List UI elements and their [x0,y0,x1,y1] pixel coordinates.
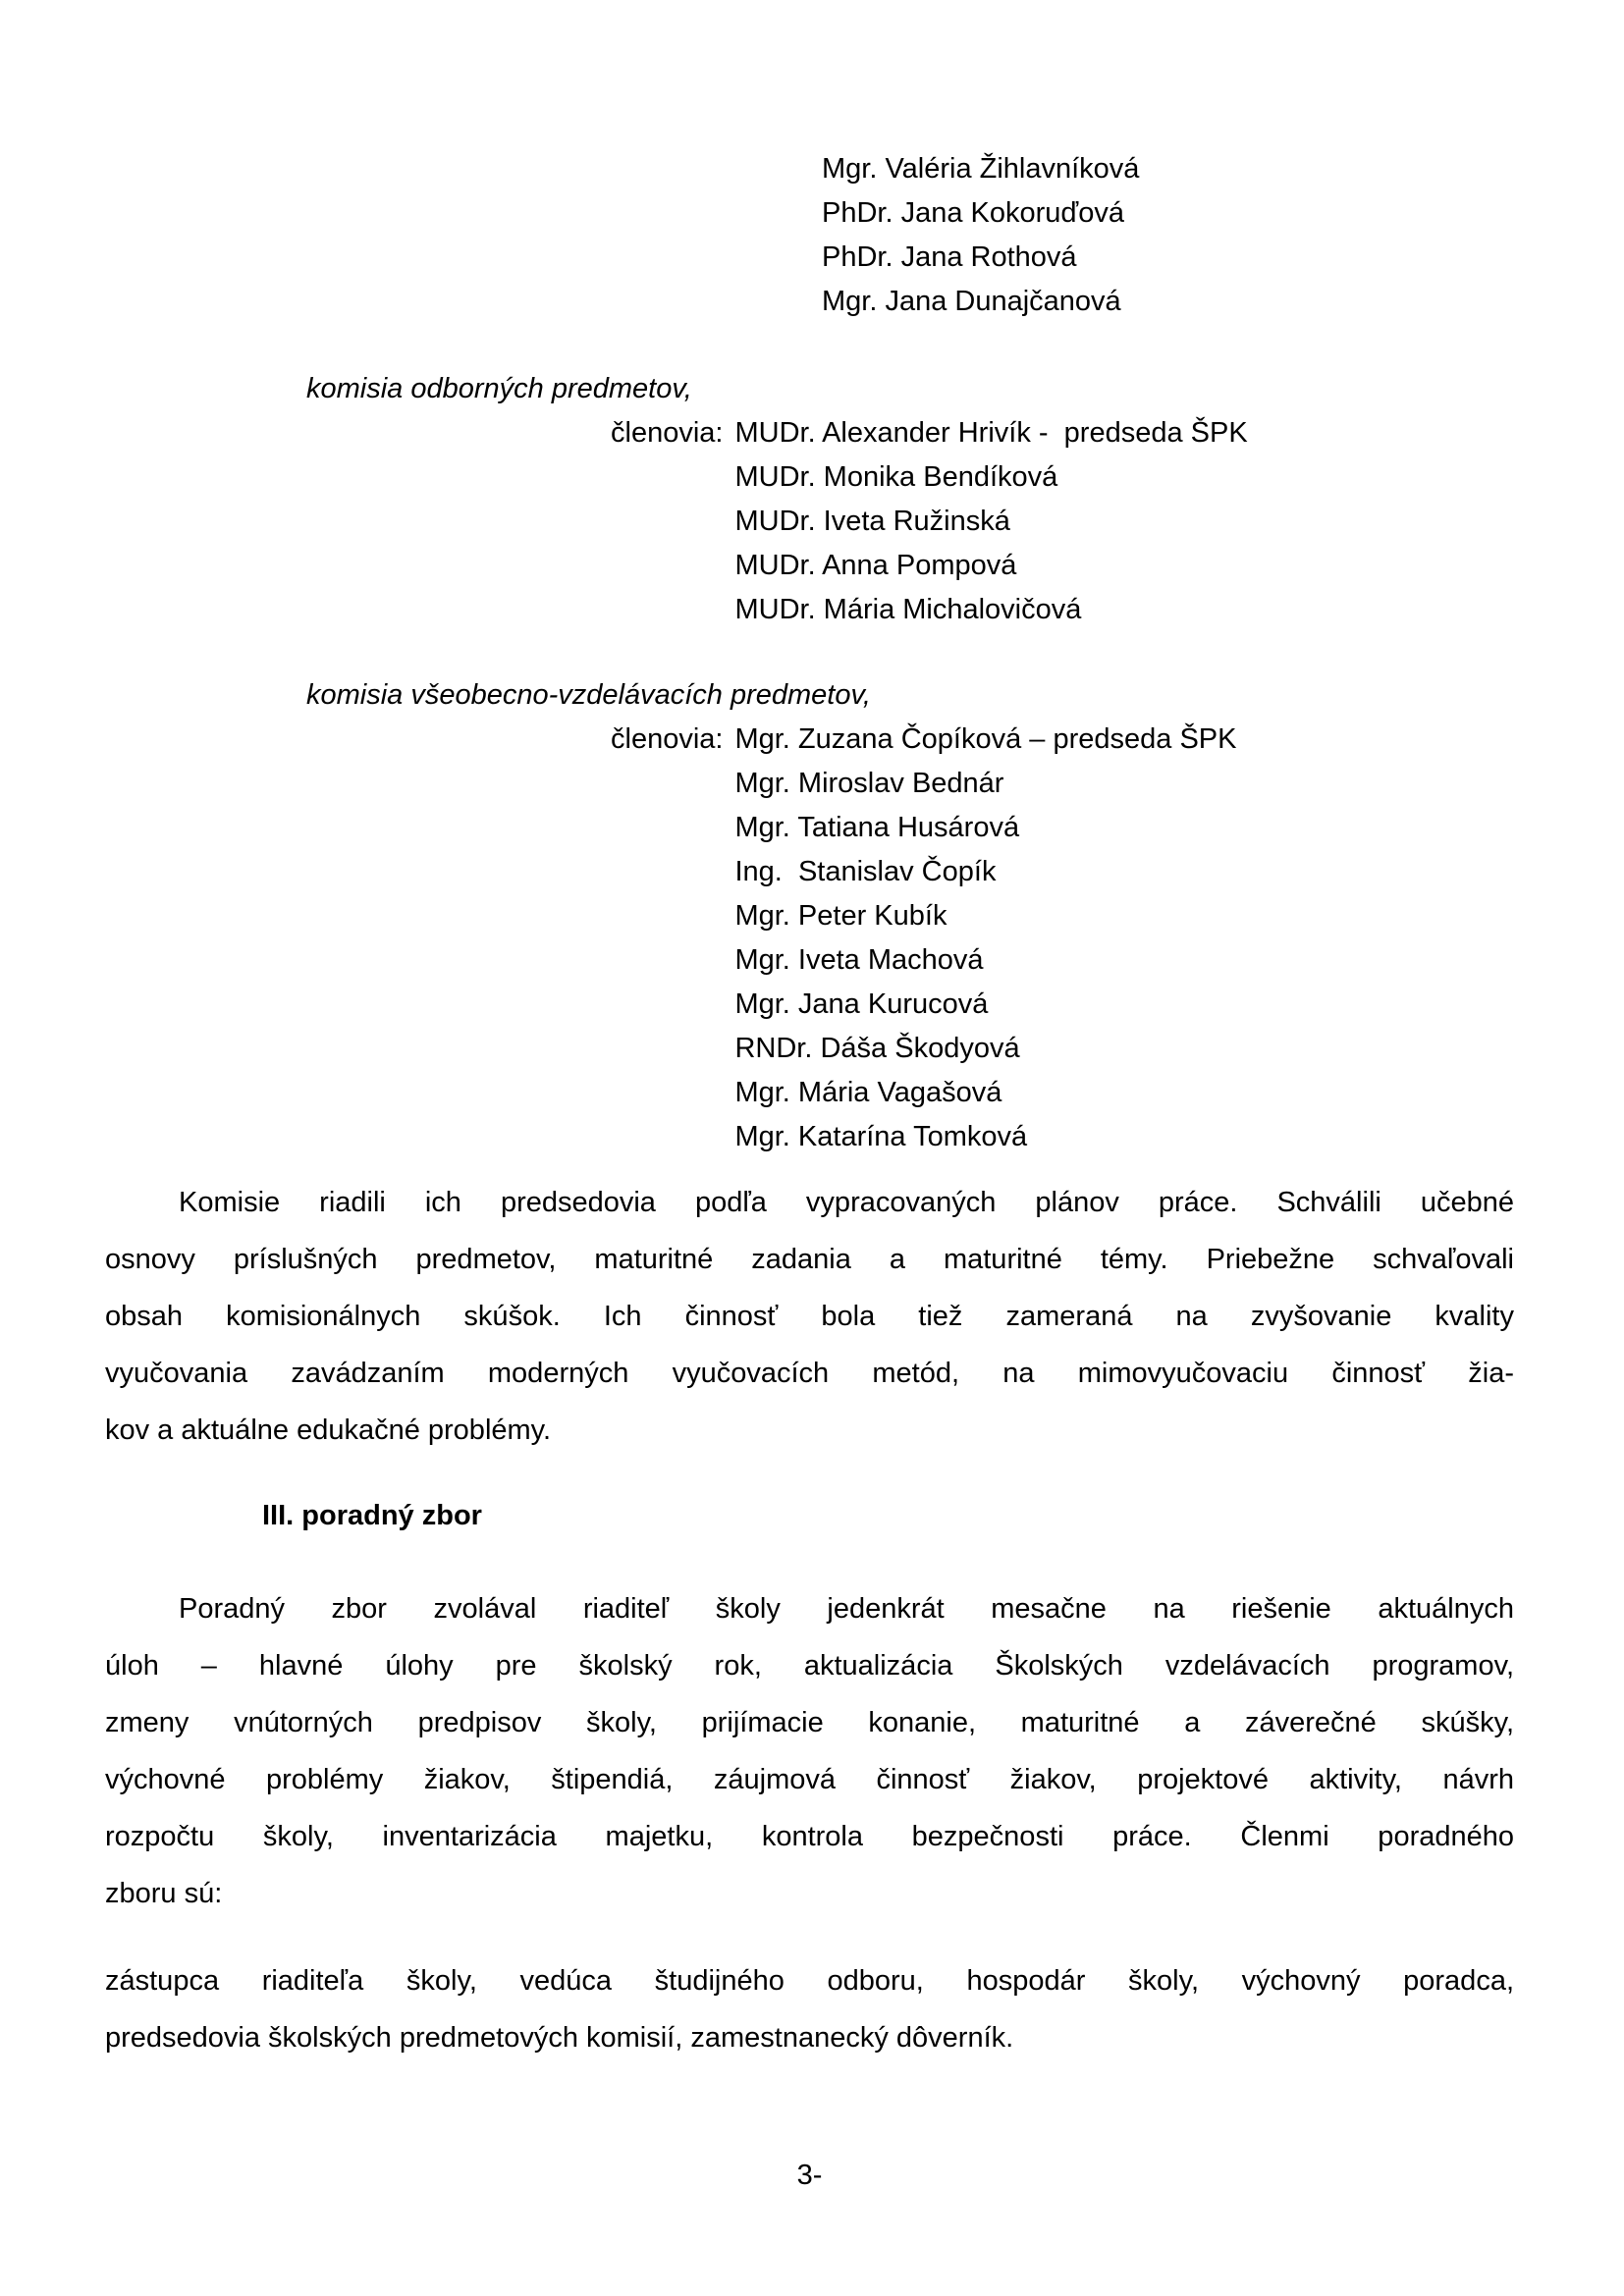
member-name: MUDr. Anna Pompová [734,550,1017,581]
paragraph-line: zástupca riaditeľa školy, vedúca študijného odboru, hospodár školy, výchovný poradca, [105,1965,1514,1997]
committee-members [105,411,1514,632]
paragraph-line: Komisie riadili ich predsedovia podľa vypracovaných plánov práce. Schválili učebné [179,1187,1514,1218]
paragraph-line: obsah komisionálnych skúšok. Ich činnosť bola tiež zameraná na zvyšovanie kvality [105,1301,1514,1332]
member-name: MUDr. Monika Bendíková [734,461,1058,493]
committee-section-general-education-subjects [105,673,1514,1159]
member-name: MUDr. Iveta Ružinská [734,506,1010,537]
paragraph-line: rozpočtu školy, inventarizácia majetku, kontrola bezpečnosti práce. Členmi poradného [105,1821,1514,1852]
committee-members [105,718,1514,1159]
paragraph-line: zmeny vnútorných predpisov školy, prijímacie konanie, maturitné a záverečné skúšky, [105,1707,1514,1738]
committee-title: komisia všeobecno-vzdelávacích predmetov, [306,679,871,711]
members-list [734,718,1236,1159]
member-name: MUDr. Mária Michalovičová [734,594,1082,625]
body-paragraph-committees [105,1174,1514,1459]
signatory-name: Mgr. Valéria Žihlavníková [822,153,1140,185]
paragraph-line: osnovy príslušných predmetov, maturitné zadania a maturitné témy. Priebežne schvaľovali [105,1244,1514,1275]
member-name: MUDr. Alexander Hrivík - predseda ŠPK [734,417,1248,449]
member-name: Mgr. Mária Vagašová [734,1077,1002,1108]
paragraph-line: výchovné problémy žiakov, štipendiá, záujmová činnosť žiakov, projektové aktivity, návrh [105,1764,1514,1795]
page-number: 3- [796,2160,823,2191]
signatory-name: PhDr. Jana Kokoruďová [822,197,1124,229]
signatory-name: PhDr. Jana Rothová [822,241,1077,273]
paragraph-line: zboru sú: [105,1878,223,1909]
members-label: členovia: [611,417,724,449]
paragraph-line: úloh – hlavné úlohy pre školský rok, aktualizácia Školských vzdelávacích programov, [105,1650,1514,1682]
body-paragraph-advisory-board [105,1580,1514,1922]
committee-title: komisia odborných predmetov, [306,373,692,404]
member-name: RNDr. Dáša Škodyová [734,1033,1020,1064]
signatory-name: Mgr. Jana Dunajčanová [822,286,1121,317]
paragraph-line: predsedovia školských predmetových komisií, zamestnanecký dôverník. [105,2022,1014,2054]
body-paragraph-board-members [105,1952,1514,2066]
member-name: Mgr. Zuzana Čopíková – predseda ŠPK [734,723,1237,755]
member-name: Ing. Stanislav Čopík [734,856,997,887]
paragraph-line: vyučovania zavádzaním moderných vyučovacích metód, na mimovyučovaciu činnosť žia- [105,1358,1514,1389]
member-name: Mgr. Tatiana Husárová [734,812,1020,843]
members-label: členovia: [611,723,724,755]
member-name: Mgr. Jana Kurucová [734,988,989,1020]
section-heading-advisory-board: III. poradný zbor [262,1500,482,1531]
member-name: Mgr. Peter Kubík [734,900,947,932]
member-name: Mgr. Katarína Tomková [734,1121,1028,1152]
member-name: Mgr. Iveta Machová [734,944,984,976]
member-name: Mgr. Miroslav Bednár [734,768,1004,799]
members-list [734,411,1247,632]
committee-section-specialized-subjects [105,367,1514,632]
paragraph-line: Poradný zbor zvolával riaditeľ školy jedenkrát mesačne na riešenie aktuálnych [179,1593,1514,1625]
paragraph-line: kov a aktuálne edukačné problémy. [105,1415,552,1446]
signatory-list [822,147,1514,324]
